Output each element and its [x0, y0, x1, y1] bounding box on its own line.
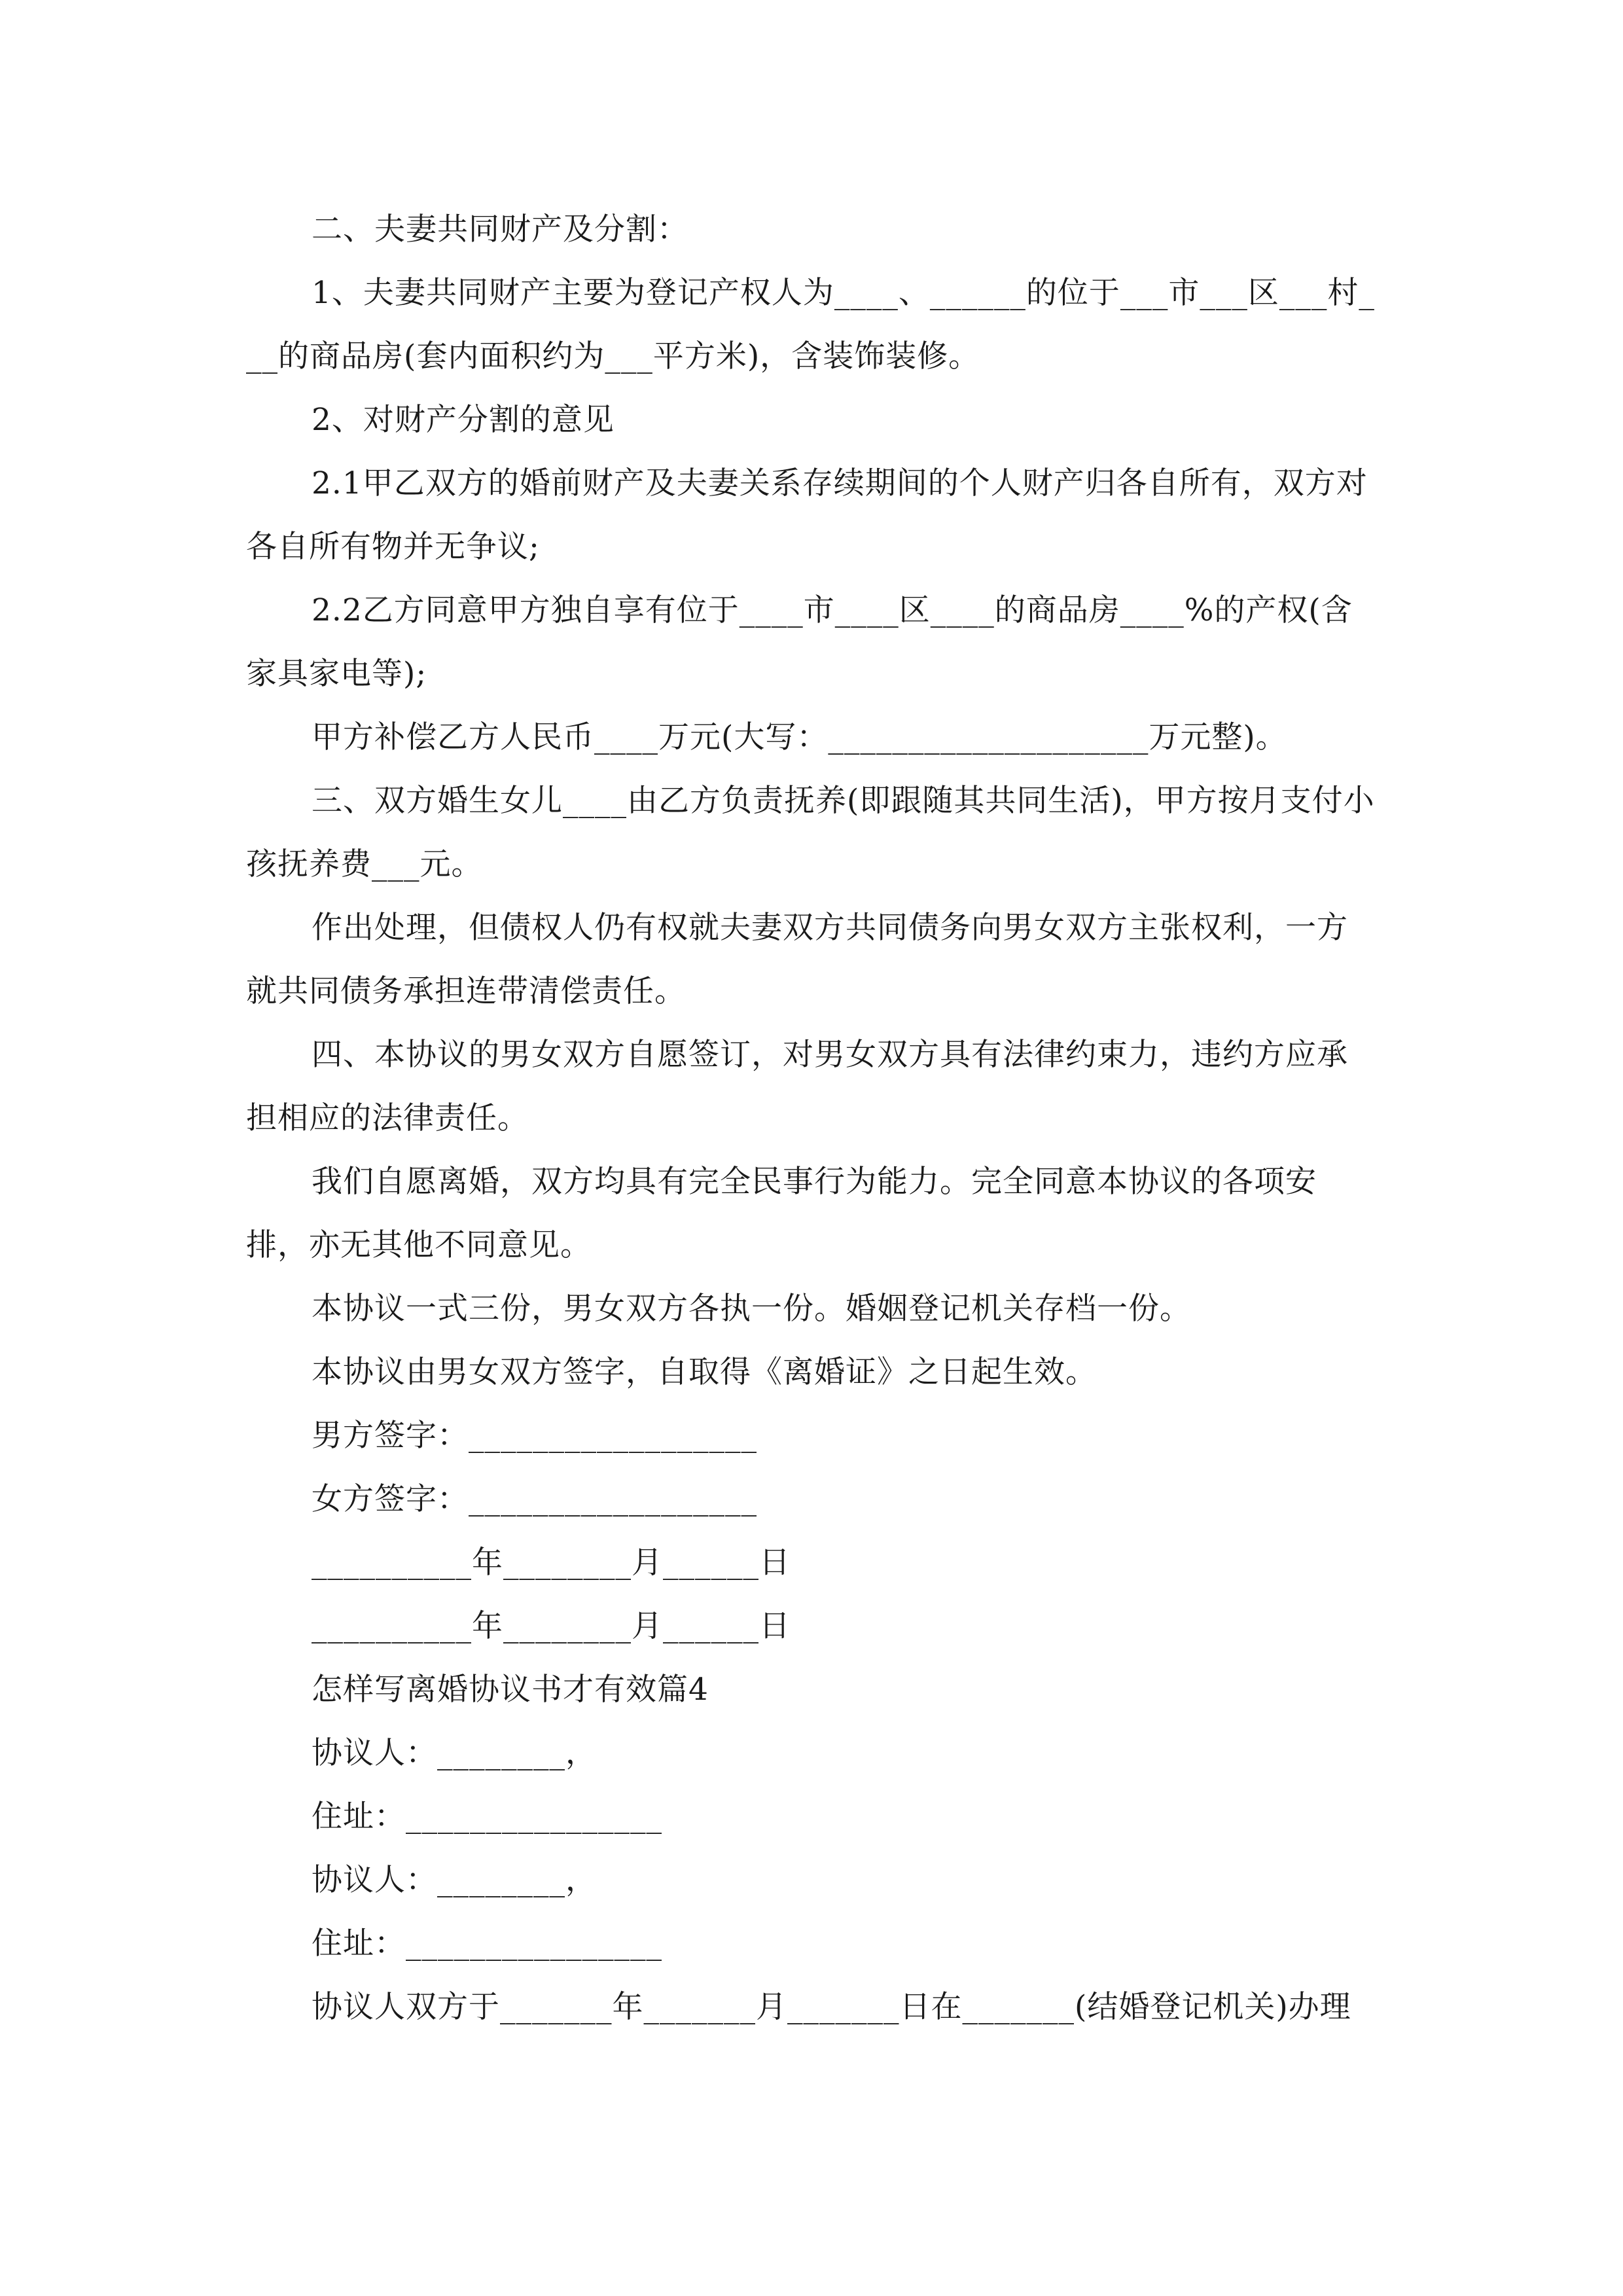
- date-line: __________年________月______日: [312, 1608, 791, 1644]
- paragraph-clause-2-1: 2.1甲乙双方的婚前财产及夫妻关系存续期间的个人财产归各自所有，双方对各自所有物并无争议;: [246, 465, 1368, 565]
- registration-line: 协议人双方于_______年_______月_______日在_______(结婚登记机关)办理: [312, 1989, 1351, 2025]
- paragraph-child-custody: 三、双方婚生女儿____由乙方负责抚养(即跟随其共同生活)，甲方按月支付小孩抚养费___元。: [246, 783, 1375, 882]
- address-line: 住址：________________: [312, 1926, 662, 1962]
- male-signature-line: 男方签字：__________________: [312, 1418, 757, 1454]
- paragraph-binding-force: 四、本协议的男女双方自愿签订，对男女双方具有法律约束力，违约方应承担相应的法律责任。: [246, 1037, 1348, 1136]
- paragraph-clause-2-2: 2.2乙方同意甲方独自享有位于____市____区____的商品房____%的产权(含家具家电等);: [246, 592, 1353, 692]
- address-line: 住址：________________: [312, 1799, 662, 1835]
- paragraph-debt: 作出处理，但债权人仍有权就夫妻双方共同债务向男女双方主张权利，一方就共同债务承担连带清偿责任。: [246, 910, 1348, 1009]
- paragraph-common-property: 1、夫妻共同财产主要为登记产权人为____、______的位于___市___区___村___的商品房(套内面积约为___平方米)，含装饰装修。: [246, 275, 1375, 374]
- paragraph-voluntary: 我们自愿离婚，双方均具有完全民事行为能力。完全同意本协议的各项安排，亦无其他不同意见。: [246, 1164, 1317, 1263]
- party-line: 协议人：________，: [312, 1862, 597, 1898]
- paragraph-compensation: 甲方补偿乙方人民币____万元(大写：____________________万元整)。: [312, 719, 1287, 755]
- paragraph-division-opinion: 2、对财产分割的意见: [312, 402, 615, 438]
- party-line: 协议人：________，: [312, 1735, 597, 1771]
- article-title: 怎样写离婚协议书才有效篇4: [312, 1672, 709, 1708]
- line-effective: 本协议由男女双方签字，自取得《离婚证》之日起生效。: [312, 1354, 1097, 1390]
- line-copies: 本协议一式三份，男女双方各执一份。婚姻登记机关存档一份。: [312, 1291, 1191, 1327]
- section-heading-property: 二、夫妻共同财产及分割：: [312, 211, 688, 247]
- female-signature-line: 女方签字：__________________: [312, 1481, 757, 1517]
- date-line: __________年________月______日: [312, 1545, 791, 1581]
